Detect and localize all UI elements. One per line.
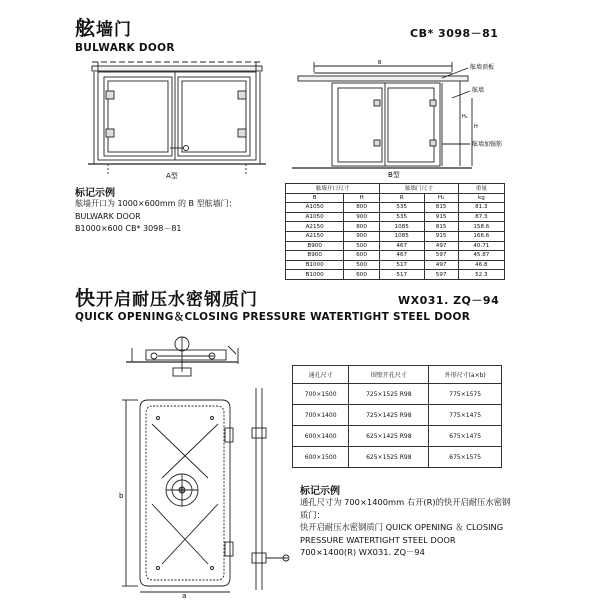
col-weight: 重量 [458,184,504,194]
table-cell: B1000 [286,260,344,270]
dim-a-label: a [182,592,187,600]
marking-line: 质门： [300,509,325,520]
table-cell: B900 [286,251,344,261]
table-cell: 45.87 [458,251,504,261]
section2-title: 快开启耐压水密钢质门 [75,286,258,310]
marking-line: 舷墙开口为 1000×600mm 的 B 型舷墙门： [75,199,237,208]
table-row [286,270,505,280]
table-cell: 900 [344,231,380,241]
bulwark-door-type-b-drawing [292,58,512,178]
table-cell: 467 [379,241,424,251]
table-cell: 915 [424,231,458,241]
table-cell: 497 [424,260,458,270]
marking-line: BULWARK DOOR [75,211,141,221]
table-row [286,231,505,241]
callout-bulwark: 舷墙 [472,87,485,94]
table-cell: 467 [379,251,424,261]
dim-h1-letter: H₁ [462,114,468,120]
table-cell: 517 [379,260,424,270]
table-row [286,203,505,213]
col-group-door-size: 舷墙门尺寸 [379,184,458,194]
table-cell: 800 [344,222,380,232]
table-cell: 597 [424,251,458,261]
table-cell: 535 [379,203,424,213]
table-row [293,405,502,426]
table-cell: 517 [379,270,424,280]
section1-marking-heading: 标记示例 [75,188,115,199]
col-group-opening-size: 舷墙开口尺寸 [286,184,380,194]
table-cell: 700×1500 [293,384,349,405]
table-cell: A1050 [286,203,344,213]
section2-marking-heading: 标记示例 [300,486,340,497]
table-cell: 81.3 [458,203,504,213]
table-row [293,384,502,405]
marking-line: 700×1400(R) WX031. ZQ－94 [300,547,425,557]
table-row [293,447,502,468]
type-a-label: A型 [166,172,178,180]
table-cell: 815 [424,222,458,232]
bulwark-door-type-a-drawing [88,58,268,178]
section1-title: 舷墙门 [75,16,132,40]
section1-english-title: BULWARK DOOR [75,42,175,54]
table-cell: 500 [344,241,380,251]
table-cell: 700×1400 [293,405,349,426]
table-cell: 166.6 [458,231,504,241]
section2-marking-text [300,496,540,559]
col-h1: H₁ [424,193,458,203]
table-cell: A2150 [286,222,344,232]
marking-line: PRESSURE WATERTIGHT STEEL DOOR [300,534,456,545]
table-cell: B900 [286,241,344,251]
section2-english-title: QUICK OPENING＆CLOSING PRESSURE WATERTIGHT STEEL DOOR [75,311,471,323]
table-cell: 600×1400 [293,426,349,447]
watertight-door-drawing [118,328,293,600]
table-cell: 915 [424,212,458,222]
table-cell: 800 [344,203,380,213]
dim-h-letter: H [474,124,478,130]
table-cell: 497 [424,241,458,251]
section2-standard-code: WX031. ZQ－94 [398,294,500,307]
table-cell: 535 [379,212,424,222]
table-row [286,241,505,251]
col-overall-size: 外形尺寸(a×b) [429,366,502,384]
table-cell: 40.71 [458,241,504,251]
table-cell: 625×1525 R98 [349,447,429,468]
table-cell: 775×1475 [429,405,502,426]
col-h: H [344,193,380,203]
table-row [293,426,502,447]
table-cell: 87.3 [458,212,504,222]
table-row [286,222,505,232]
table-cell: 500 [344,260,380,270]
table-cell: 725×1525 R98 [349,384,429,405]
col-b: B [286,193,344,203]
table-cell: 1085 [379,231,424,241]
section1-standard-code: CB* 3098－81 [410,27,499,40]
callout-bulwark-stiffener: 舷墙加强筋 [472,141,503,148]
table-cell: 725×1425 R98 [349,405,429,426]
dim-b-label: b [119,492,124,500]
table-cell: 815 [424,203,458,213]
dim-b-letter: B [378,60,382,66]
col-clear-opening: 通孔尺寸 [293,366,349,384]
table-cell: 625×1425 R98 [349,426,429,447]
table-cell: 675×1575 [429,447,502,468]
section1-marking-text [75,198,295,236]
table-cell: 775×1575 [429,384,502,405]
col-bulkhead-opening: 围壁开孔尺寸 [349,366,429,384]
bulwark-door-spec-table [285,183,505,280]
table-cell: 900 [344,212,380,222]
table-cell: 675×1475 [429,426,502,447]
col-r: R [379,193,424,203]
table-cell: 158.6 [458,222,504,232]
marking-line: 通孔尺寸为 700×1400mm 右开(R)的快开启耐压水密钢 [300,497,511,507]
type-b-label: B型 [388,171,400,179]
table-cell: 1085 [379,222,424,232]
marking-line: B1000×600 CB* 3098－81 [75,224,182,233]
table-cell: 600 [344,270,380,280]
table-cell: A1050 [286,212,344,222]
col-kg: kg [458,193,504,203]
watertight-door-spec-table [292,365,502,468]
table-cell: 600×1500 [293,447,349,468]
table-cell: A2150 [286,231,344,241]
table-cell: 52.3 [458,270,504,280]
table-cell: 46.8 [458,260,504,270]
table-cell: 600 [344,251,380,261]
table-row [286,260,505,270]
marking-line: 快开启耐压水密钢质门 QUICK OPENING ＆ CLOSING [300,522,504,532]
table-cell: 597 [424,270,458,280]
callout-bulwark-top-plate: 舷墙顶板 [470,64,495,71]
table-row [286,251,505,261]
table-cell: B1000 [286,270,344,280]
table-row [286,212,505,222]
